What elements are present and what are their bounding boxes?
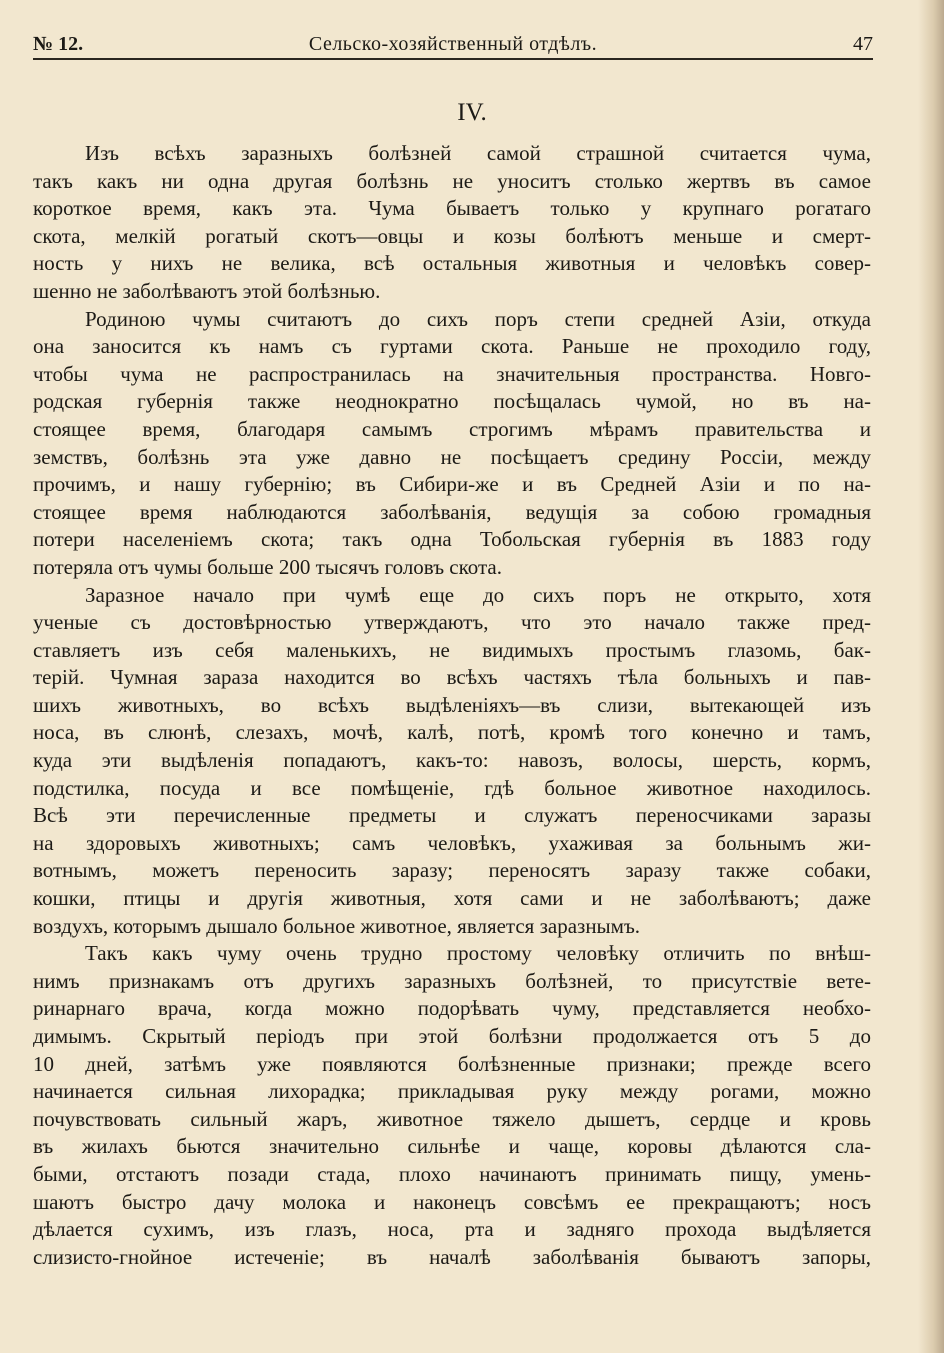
text-line: быми, отстаютъ позади стада, плохо начинаютъ принимать пищу, умень-	[33, 1161, 871, 1186]
text-line: куда эти выдѣленія попадаютъ, какъ-то: навозъ, волосы, шерсть, кормъ,	[33, 748, 871, 773]
text-line: ставляетъ изъ себя маленькихъ, не видимыхъ простымъ глазомь, бак-	[33, 637, 871, 662]
text-line: она заносится къ намъ съ гуртами скота. Раньше не проходило году,	[33, 334, 871, 359]
text-line: потери населеніемъ скота; такъ одна Тобольская губернія въ 1883 году	[33, 527, 871, 552]
text-line: на здоровыхъ животныхъ; самъ человѣкъ, ухаживая за больнымъ жи-	[33, 830, 871, 855]
text-line: подстилка, посуда и все помѣщеніе, гдѣ больное животное находилось.	[33, 775, 871, 800]
text-line: земствъ, болѣзнь эта уже давно не посѣщаетъ средину Россіи, между	[33, 444, 871, 469]
text-line: ученые съ достовѣрностью утверждаютъ, что это начало также пред-	[33, 610, 871, 635]
issue-number: № 12.	[33, 33, 84, 55]
header-rule	[33, 58, 873, 60]
text-line: терій. Чумная зараза находится во всѣхъ частяхъ тѣла больныхъ и пав-	[33, 665, 871, 690]
page-edge-shadow	[918, 0, 944, 1353]
text-line: шихъ животныхъ, во всѣхъ выдѣленіяхъ—въ слизи, вытекающей изъ	[33, 692, 871, 717]
text-line: скота, мелкій рогатый скотъ—овцы и козы болѣютъ меньше и смерт-	[33, 223, 871, 248]
text-line: нимъ признакамъ отъ другихъ заразныхъ болѣзней, то присутствіе вете-	[33, 968, 871, 993]
text-line: вотнымъ, можетъ переносить заразу; переносятъ заразу также собаки,	[33, 858, 871, 883]
text-line: Всѣ эти перечисленные предметы и служатъ переносчиками заразы	[33, 803, 871, 828]
section-title: Сельско-хозяйственный отдѣлъ.	[308, 33, 598, 55]
text-line: Изъ всѣхъ заразныхъ болѣзней самой страшной считается чума,	[85, 141, 871, 165]
text-line: носа, въ слюнѣ, слезахъ, мочѣ, калѣ, потѣ, кромѣ того конечно и тамъ,	[33, 720, 871, 745]
text-line: Заразное начало при чумѣ еще до сихъ поръ не открыто, хотя	[85, 582, 871, 607]
text-line: кошки, птицы и другія животныя, хотя сами и не заболѣваютъ; даже	[33, 886, 871, 911]
text-line: дѣлается сухимъ, изъ глазъ, носа, рта и задняго прохода выдѣляется	[33, 1217, 871, 1242]
text-line: такъ какъ ни одна другая болѣзнь не уноситъ столько жертвъ въ самое	[33, 168, 871, 193]
text-line: шаютъ быстро дачу молока и наконецъ совсѣмъ ее прекращаютъ; носъ	[33, 1189, 871, 1214]
text-line: слизисто-гнойное истеченіе; въ началѣ заболѣванія бываютъ запоры,	[33, 1244, 871, 1269]
text-line: потеряла отъ чумы больше 200 тысячъ головъ скота.	[33, 554, 502, 579]
text-line: стоящее время, благодаря самымъ строгимъ мѣрамъ правительства и	[33, 416, 871, 441]
text-line: стоящее время наблюдаются заболѣванія, ведущія за собою громадныя	[33, 499, 871, 524]
text-line: родская губернія также неоднократно посѣщалась чумой, но въ на-	[33, 389, 871, 414]
text-line: въ жилахъ бьются значительно сильнѣе и чаще, коровы дѣлаются сла-	[33, 1134, 871, 1159]
text-line: ность у нихъ не велика, всѣ остальныя животныя и человѣкъ совер-	[33, 251, 871, 276]
text-line: чтобы чума не распространилась на значительныя пространства. Новго-	[33, 361, 871, 386]
text-line: короткое время, какъ эта. Чума бываетъ только у крупнаго рогатаго	[33, 196, 871, 221]
text-line: димымъ. Скрытый періодъ при этой болѣзни продолжается отъ 5 до	[33, 1024, 871, 1048]
text-line: воздухъ, которымъ дышало больное животное, является заразнымъ.	[33, 913, 641, 938]
text-line: шенно не заболѣваютъ этой болѣзнью.	[33, 278, 381, 303]
text-line: 10 дней, затѣмъ уже появляются болѣзненные признаки; прежде всего	[33, 1051, 871, 1076]
chapter-heading: IV.	[457, 99, 487, 126]
text-line: почувствовать сильный жаръ, животное тяжело дышетъ, сердце и кровь	[33, 1106, 871, 1131]
text-line: Родиною чумы считаютъ до сихъ поръ степи средней Азіи, откуда	[85, 306, 871, 331]
text-line: прочимъ, и нашу губернію; въ Сибири-же и въ Средней Азіи и по на-	[33, 472, 871, 497]
text-line: Такъ какъ чуму очень трудно простому человѣку отличить по внѣш-	[85, 941, 871, 966]
running-header	[33, 30, 873, 58]
text-line: начинается сильная лихорадка; прикладывая руку между рогами, можно	[33, 1079, 871, 1104]
body-text	[33, 140, 871, 1271]
text-line: ринарнаго врача, когда можно подорѣвать чуму, представляется необхо-	[33, 996, 871, 1021]
page-number: 47	[853, 33, 873, 55]
